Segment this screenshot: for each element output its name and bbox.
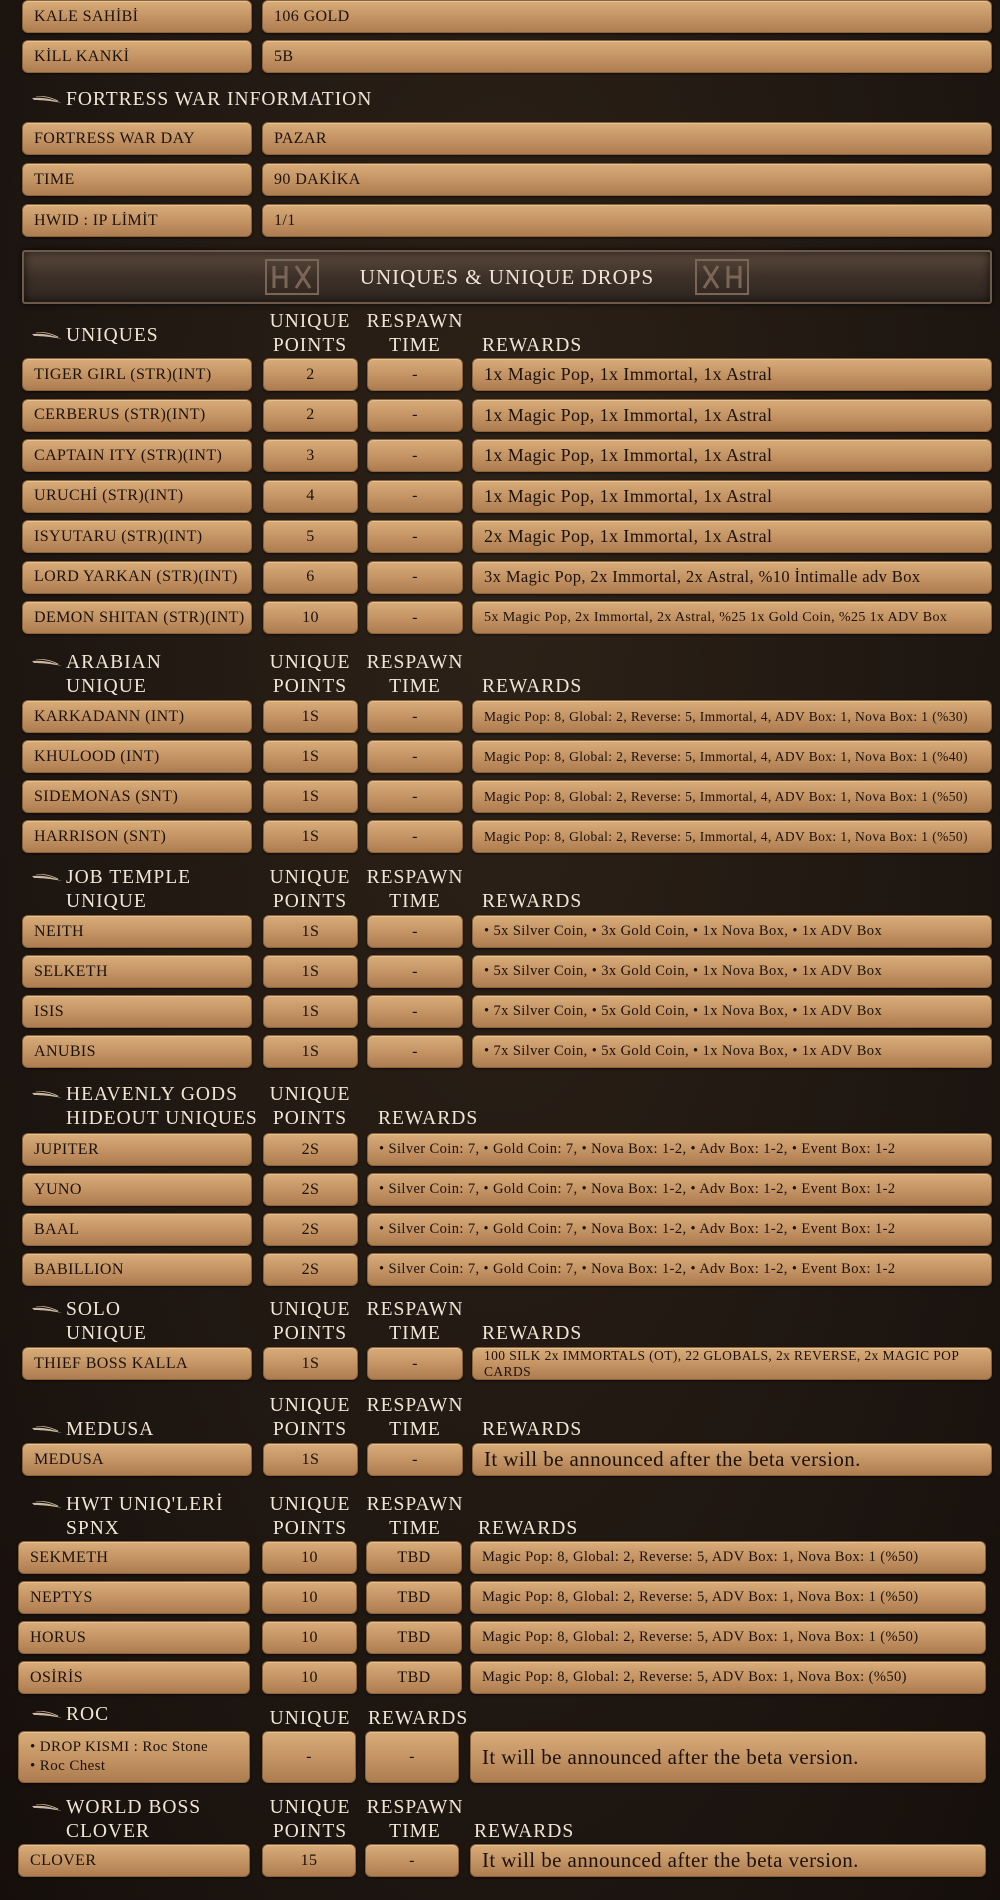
job-row-points: 1S (263, 915, 358, 948)
ornament-icon (264, 258, 320, 296)
col-header-respawn-time: RESPAWN TIME (366, 1494, 464, 1539)
uniques-row-points: 6 (263, 561, 358, 594)
job-row-rewards: • 7x Silver Coin, • 5x Gold Coin, • 1x Nova Box, • 1x ADV Box (472, 1035, 992, 1068)
arabian-row-points: 1S (263, 740, 358, 773)
fortress-time-label: TIME (22, 163, 252, 196)
uniques-row-points: 5 (263, 520, 358, 553)
heavenly-row-points: 2S (263, 1173, 358, 1206)
hwt-row-points: 10 (262, 1621, 357, 1654)
arabian-row-points: 1S (263, 700, 358, 733)
medusa-row-respawn: - (367, 1443, 463, 1476)
roc-points: - (262, 1731, 356, 1783)
arabian-section-title: ARABIAN UNIQUE (66, 651, 162, 699)
hwt-row-points: 10 (262, 1541, 357, 1574)
col-header-unique-points: UNIQUE POINTS (269, 1084, 351, 1129)
clover-row-respawn: - (365, 1844, 459, 1877)
solo-row-points: 1S (263, 1347, 358, 1380)
hwt-row-name: SEKMETH (18, 1541, 250, 1574)
heavenly-row-name: YUNO (22, 1173, 252, 1206)
arabian-row-name: SIDEMONAS (SNT) (22, 780, 252, 813)
col-header-rewards: REWARDS (368, 1708, 469, 1729)
job-row-name: SELKETH (22, 955, 252, 988)
job-row-respawn: - (367, 955, 463, 988)
uniques-row-rewards: 5x Magic Pop, 2x Immortal, 2x Astral, %25 1x Gold Coin, %25 1x ADV Box (472, 601, 992, 634)
swoosh-icon (32, 96, 62, 104)
job-row-rewards: • 5x Silver Coin, • 3x Gold Coin, • 1x Nova Box, • 1x ADV Box (472, 955, 992, 988)
uniques-row-name: CERBERUS (STR)(INT) (22, 399, 252, 432)
job-temple-section-title: JOB TEMPLE UNIQUE (66, 866, 191, 914)
col-header-respawn-time: RESPAWN TIME (366, 1395, 464, 1440)
solo-row-respawn: - (367, 1347, 463, 1380)
ornament-icon (694, 258, 750, 296)
job-row-respawn: - (367, 995, 463, 1028)
arabian-row-rewards: Magic Pop: 8, Global: 2, Reverse: 5, Immortal, 4, ADV Box: 1, Nova Box: 1 (%40) (472, 740, 992, 773)
heavenly-row-points: 2S (263, 1213, 358, 1246)
hwt-row-name: NEPTYS (18, 1581, 250, 1614)
roc-respawn: - (365, 1731, 459, 1783)
medusa-row-points: 1S (263, 1443, 358, 1476)
col-header-unique-points: UNIQUE POINTS (269, 1395, 351, 1440)
uniques-row-respawn: - (367, 399, 463, 432)
hwt-row-respawn: TBD (366, 1621, 462, 1654)
job-row-points: 1S (263, 955, 358, 988)
col-header-rewards: REWARDS (474, 1821, 575, 1842)
job-row-points: 1S (263, 995, 358, 1028)
swoosh-icon (32, 1501, 62, 1509)
uniques-row-rewards: 2x Magic Pop, 1x Immortal, 1x Astral (472, 520, 992, 553)
swoosh-icon (32, 1426, 62, 1434)
col-header-rewards: REWARDS (378, 1108, 479, 1129)
arabian-row-rewards: Magic Pop: 8, Global: 2, Reverse: 5, Immortal, 4, ADV Box: 1, Nova Box: 1 (%50) (472, 820, 992, 853)
hwt-row-respawn: TBD (366, 1581, 462, 1614)
col-header-respawn-time: RESPAWN TIME (366, 1299, 464, 1344)
job-row-rewards: • 5x Silver Coin, • 3x Gold Coin, • 1x Nova Box, • 1x ADV Box (472, 915, 992, 948)
swoosh-icon (32, 659, 62, 667)
medusa-section-title: MEDUSA (66, 1418, 154, 1442)
heavenly-row-rewards: • Silver Coin: 7, • Gold Coin: 7, • Nova Box: 1-2, • Adv Box: 1-2, • Event Box: 1-2 (367, 1253, 992, 1286)
col-header-unique-points: UNIQUE POINTS (269, 1299, 351, 1344)
arabian-row-name: KHULOOD (INT) (22, 740, 252, 773)
arabian-row-respawn: - (367, 740, 463, 773)
col-header-respawn-time: RESPAWN TIME (366, 652, 464, 697)
uniques-row-respawn: - (367, 601, 463, 634)
job-row-points: 1S (263, 1035, 358, 1068)
kale-sahibi-value: 106 GOLD (262, 0, 992, 33)
swoosh-icon (32, 874, 62, 882)
swoosh-icon (32, 332, 62, 340)
uniques-row-points: 10 (263, 601, 358, 634)
uniques-row-points: 3 (263, 439, 358, 472)
banner-title: UNIQUES & UNIQUE DROPS (359, 264, 655, 289)
arabian-row-respawn: - (367, 820, 463, 853)
medusa-row-rewards: It will be announced after the beta version. (472, 1443, 992, 1476)
hwt-section-title: HWT UNIQ'LERİ SPNX (66, 1493, 224, 1541)
fortress-day-label: FORTRESS WAR DAY (22, 122, 252, 155)
uniques-row-name: URUCHİ (STR)(INT) (22, 480, 252, 513)
job-row-respawn: - (367, 1035, 463, 1068)
clover-row-points: 15 (262, 1844, 356, 1877)
uniques-row-rewards: 1x Magic Pop, 1x Immortal, 1x Astral (472, 439, 992, 472)
fortress-title-text: FORTRESS WAR INFORMATION (66, 89, 373, 110)
uniques-section-title (66, 324, 159, 348)
fortress-day-value: PAZAR (262, 122, 992, 155)
col-header-unique-points: UNIQUE POINTS (269, 311, 351, 356)
heavenly-row-name: BAAL (22, 1213, 252, 1246)
hwt-row-rewards: Magic Pop: 8, Global: 2, Reverse: 5, ADV Box: 1, Nova Box: (%50) (470, 1661, 986, 1694)
uniques-row-name: TIGER GIRL (STR)(INT) (22, 358, 252, 391)
clover-row-rewards: It will be announced after the beta version. (470, 1844, 986, 1877)
col-header-rewards: REWARDS (482, 335, 583, 356)
uniques-row-points: 2 (263, 399, 358, 432)
col-header-respawn-time: RESPAWN TIME (366, 1797, 464, 1842)
fortress-time-value: 90 DAKİKA (262, 163, 992, 196)
hwid-label: HWID : IP LİMİT (22, 204, 252, 237)
medusa-row-name: MEDUSA (22, 1443, 252, 1476)
clover-row-name: CLOVER (18, 1844, 250, 1877)
col-header-unique-points: UNIQUE POINTS (269, 1494, 351, 1539)
hwt-row-rewards: Magic Pop: 8, Global: 2, Reverse: 5, ADV Box: 1, Nova Box: 1 (%50) (470, 1541, 986, 1574)
hwt-row-respawn: TBD (366, 1661, 462, 1694)
roc-drop-chest: • Roc Chest (30, 1758, 106, 1774)
col-header-unique-points: UNIQUE POINTS (269, 867, 351, 912)
hwt-row-points: 10 (262, 1581, 357, 1614)
heavenly-row-rewards: • Silver Coin: 7, • Gold Coin: 7, • Nova Box: 1-2, • Adv Box: 1-2, • Event Box: 1-2 (367, 1173, 992, 1206)
roc-drop-stone: • DROP KISMI : Roc Stone (30, 1739, 209, 1755)
solo-row-rewards: 100 SILK 2x IMMORTALS (OT), 22 GLOBALS, 2x REVERSE, 2x MAGIC POP CARDS (472, 1347, 992, 1380)
arabian-row-rewards: Magic Pop: 8, Global: 2, Reverse: 5, Immortal, 4, ADV Box: 1, Nova Box: 1 (%30) (472, 700, 992, 733)
uniques-row-rewards: 3x Magic Pop, 2x Immortal, 2x Astral, %10 İntimalle adv Box (472, 561, 992, 594)
heavenly-row-name: BABILLION (22, 1253, 252, 1286)
uniques-row-name: LORD YARKAN (STR)(INT) (22, 561, 252, 594)
heavenly-row-name: JUPITER (22, 1133, 252, 1166)
hwt-row-rewards: Magic Pop: 8, Global: 2, Reverse: 5, ADV Box: 1, Nova Box: 1 (%50) (470, 1621, 986, 1654)
uniques-row-respawn: - (367, 480, 463, 513)
heavenly-row-points: 2S (263, 1133, 358, 1166)
job-row-respawn: - (367, 915, 463, 948)
arabian-row-points: 1S (263, 780, 358, 813)
job-row-rewards: • 7x Silver Coin, • 5x Gold Coin, • 1x Nova Box, • 1x ADV Box (472, 995, 992, 1028)
roc-section-title: ROC (66, 1703, 109, 1727)
col-header-rewards: REWARDS (482, 676, 583, 697)
uniques-title-text: UNIQUES (66, 325, 159, 346)
roc-rewards: It will be announced after the beta version. (470, 1731, 986, 1783)
col-header-unique-points: UNIQUE POINTS (269, 1797, 351, 1842)
hwt-row-rewards: Magic Pop: 8, Global: 2, Reverse: 5, ADV Box: 1, Nova Box: 1 (%50) (470, 1581, 986, 1614)
col-header-unique: UNIQUE (269, 1708, 351, 1729)
heavenly-row-rewards: • Silver Coin: 7, • Gold Coin: 7, • Nova Box: 1-2, • Adv Box: 1-2, • Event Box: 1-2 (367, 1213, 992, 1246)
arabian-row-name: KARKADANN (INT) (22, 700, 252, 733)
clover-section-title: WORLD BOSS CLOVER (66, 1796, 201, 1844)
col-header-respawn-time: RESPAWN TIME (366, 867, 464, 912)
arabian-row-name: HARRISON (SNT) (22, 820, 252, 853)
job-row-name: ISIS (22, 995, 252, 1028)
uniques-row-points: 2 (263, 358, 358, 391)
col-header-rewards: REWARDS (478, 1518, 579, 1539)
swoosh-icon (32, 1711, 62, 1719)
swoosh-icon (32, 1091, 62, 1099)
hwid-value: 1/1 (262, 204, 992, 237)
job-row-name: ANUBIS (22, 1035, 252, 1068)
swoosh-icon (32, 1306, 62, 1314)
uniques-row-points: 4 (263, 480, 358, 513)
uniques-row-respawn: - (367, 520, 463, 553)
col-header-rewards: REWARDS (482, 891, 583, 912)
arabian-row-respawn: - (367, 700, 463, 733)
uniques-row-respawn: - (367, 358, 463, 391)
arabian-row-points: 1S (263, 820, 358, 853)
col-header-rewards: REWARDS (482, 1419, 583, 1440)
uniques-banner (22, 250, 992, 304)
arabian-row-rewards: Magic Pop: 8, Global: 2, Reverse: 5, Immortal, 4, ADV Box: 1, Nova Box: 1 (%50) (472, 780, 992, 813)
fortress-section-title (66, 88, 372, 112)
hwt-row-respawn: TBD (366, 1541, 462, 1574)
job-row-name: NEITH (22, 915, 252, 948)
solo-row-name: THIEF BOSS KALLA (22, 1347, 252, 1380)
kale-sahibi-label: KALE SAHİBİ (22, 0, 252, 33)
hwt-row-points: 10 (262, 1661, 357, 1694)
swoosh-icon (32, 1804, 62, 1812)
roc-drop-info (18, 1731, 250, 1783)
kill-kanki-value: 5B (262, 40, 992, 73)
uniques-row-respawn: - (367, 439, 463, 472)
uniques-row-respawn: - (367, 561, 463, 594)
uniques-row-name: DEMON SHITAN (STR)(INT) (22, 601, 252, 634)
kill-kanki-label: KİLL KANKİ (22, 40, 252, 73)
arabian-row-respawn: - (367, 780, 463, 813)
hwt-row-name: OSİRİS (18, 1661, 250, 1694)
uniques-row-rewards: 1x Magic Pop, 1x Immortal, 1x Astral (472, 358, 992, 391)
col-header-respawn-time: RESPAWN TIME (366, 311, 464, 356)
heavenly-section-title: HEAVENLY GODS HIDEOUT UNIQUES (66, 1083, 258, 1131)
uniques-row-rewards: 1x Magic Pop, 1x Immortal, 1x Astral (472, 480, 992, 513)
uniques-row-rewards: 1x Magic Pop, 1x Immortal, 1x Astral (472, 399, 992, 432)
hwt-row-name: HORUS (18, 1621, 250, 1654)
col-header-rewards: REWARDS (482, 1323, 583, 1344)
solo-section-title: SOLO UNIQUE (66, 1298, 147, 1346)
heavenly-row-rewards: • Silver Coin: 7, • Gold Coin: 7, • Nova Box: 1-2, • Adv Box: 1-2, • Event Box: 1-2 (367, 1133, 992, 1166)
heavenly-row-points: 2S (263, 1253, 358, 1286)
uniques-row-name: ISYUTARU (STR)(INT) (22, 520, 252, 553)
uniques-row-name: CAPTAIN ITY (STR)(INT) (22, 439, 252, 472)
col-header-unique-points: UNIQUE POINTS (269, 652, 351, 697)
